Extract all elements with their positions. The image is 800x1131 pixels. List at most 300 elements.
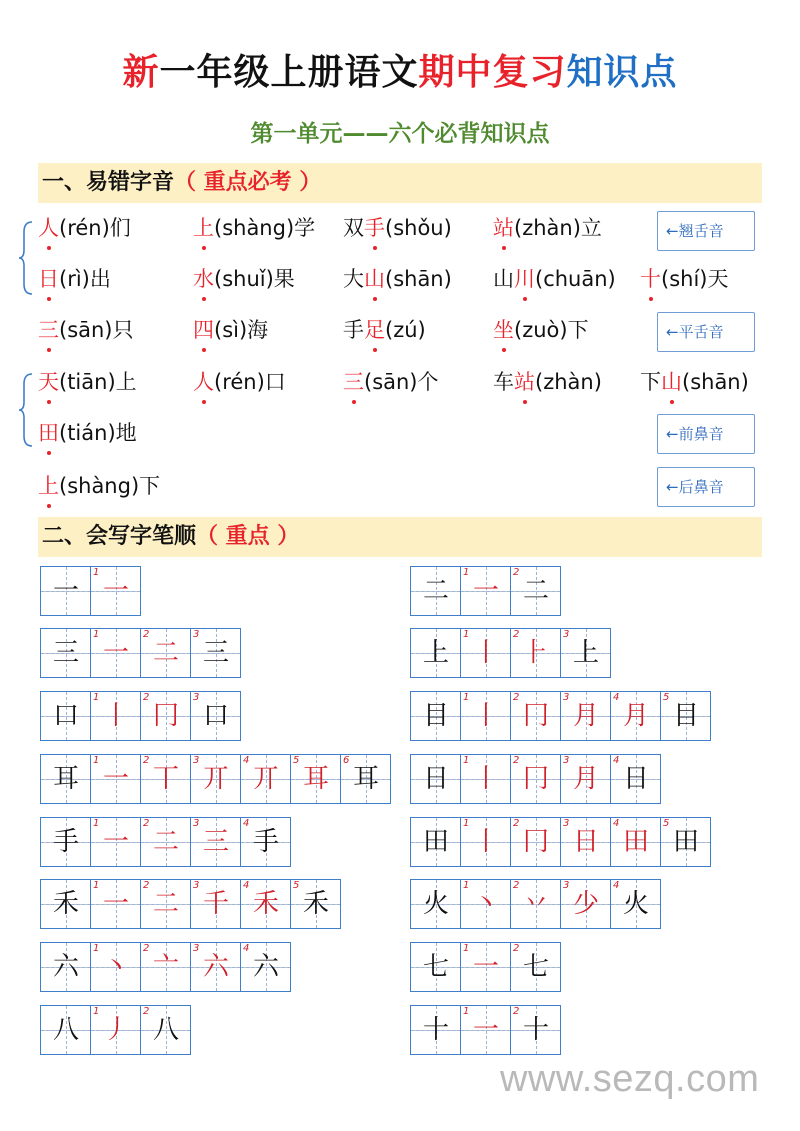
stroke-step-character: 一 bbox=[472, 1015, 499, 1045]
stroke-number: 3 bbox=[193, 755, 200, 766]
target-character: 禾 bbox=[302, 889, 329, 919]
target-character: 上 bbox=[38, 468, 59, 504]
target-character: 上 bbox=[193, 210, 214, 246]
grid-cell bbox=[411, 566, 461, 616]
target-character: 足 bbox=[364, 312, 385, 348]
stroke-order-right-row bbox=[410, 566, 561, 616]
grid-cell bbox=[191, 628, 241, 678]
stroke-step-character: 丨 bbox=[102, 701, 129, 731]
word-suffix: 只 bbox=[112, 318, 134, 342]
grid-cell bbox=[91, 566, 141, 616]
word-suffix: 学 bbox=[294, 216, 316, 240]
grid-cell bbox=[341, 754, 391, 804]
grid-cell bbox=[141, 691, 191, 741]
stroke-number: 2 bbox=[143, 629, 150, 640]
target-character: 六 bbox=[52, 952, 79, 982]
stroke-number: 3 bbox=[193, 818, 200, 829]
stroke-number: 2 bbox=[143, 1006, 150, 1017]
grid-cell bbox=[91, 817, 141, 867]
section-header-pronunciation bbox=[38, 163, 762, 203]
stroke-number: 1 bbox=[463, 880, 470, 891]
target-character: 田 bbox=[38, 415, 59, 451]
word-prefix: 车 bbox=[493, 370, 514, 394]
grid-cell bbox=[461, 566, 511, 616]
stroke-number: 1 bbox=[93, 567, 100, 578]
pronunciation-item bbox=[493, 364, 602, 400]
target-character: 日 bbox=[622, 764, 649, 794]
grid-cell bbox=[141, 817, 191, 867]
stroke-number: 2 bbox=[513, 692, 520, 703]
target-character: 四 bbox=[193, 312, 214, 348]
grid-cell bbox=[611, 754, 661, 804]
target-character: 三 bbox=[52, 638, 79, 668]
word-suffix: 个 bbox=[417, 370, 439, 394]
stroke-number: 1 bbox=[93, 943, 100, 954]
target-character: 十 bbox=[522, 1015, 549, 1045]
target-character: 天 bbox=[38, 364, 59, 400]
stroke-number: 4 bbox=[243, 818, 250, 829]
stroke-number: 2 bbox=[513, 943, 520, 954]
grid-cell bbox=[41, 754, 91, 804]
word-suffix: 们 bbox=[109, 216, 131, 240]
target-character: 坐 bbox=[493, 312, 514, 348]
pinyin: (rì) bbox=[59, 267, 90, 291]
pinyin: (shí) bbox=[661, 267, 708, 291]
stroke-order-right-row bbox=[410, 1005, 561, 1055]
word-prefix: 手 bbox=[343, 318, 364, 342]
pronunciation-item bbox=[343, 261, 452, 297]
pronunciation-item bbox=[38, 312, 134, 348]
grid-cell bbox=[241, 879, 291, 929]
pinyin: (shàng) bbox=[59, 474, 140, 498]
grid-cell bbox=[41, 942, 91, 992]
word-prefix: 大 bbox=[343, 267, 364, 291]
pronunciation-item bbox=[193, 210, 315, 246]
grid-cell bbox=[91, 754, 141, 804]
grid-cell bbox=[411, 1005, 461, 1055]
grid-cell bbox=[291, 754, 341, 804]
target-character: 人 bbox=[38, 210, 59, 246]
stroke-step-character: 冂 bbox=[522, 764, 549, 794]
target-character: 田 bbox=[672, 827, 699, 857]
stroke-number: 5 bbox=[293, 755, 300, 766]
grid-cell bbox=[241, 754, 291, 804]
grid-cell bbox=[141, 754, 191, 804]
stroke-number: 3 bbox=[193, 629, 200, 640]
pinyin: (shàng) bbox=[214, 216, 295, 240]
stroke-number: 1 bbox=[463, 943, 470, 954]
word-suffix: 果 bbox=[273, 267, 295, 291]
stroke-order-left-row bbox=[40, 1005, 191, 1055]
pronunciation-item bbox=[38, 210, 131, 246]
grid-cell bbox=[661, 817, 711, 867]
target-character: 川 bbox=[514, 261, 535, 297]
title-part-knowledge: 知识点 bbox=[566, 52, 678, 93]
section-header-stroke-order bbox=[38, 517, 762, 557]
stroke-number: 1 bbox=[463, 755, 470, 766]
stroke-step-character: 丨 bbox=[472, 827, 499, 857]
pinyin: (shuǐ) bbox=[214, 267, 274, 291]
grid-cell bbox=[511, 566, 561, 616]
pinyin: (zhàn) bbox=[535, 370, 602, 394]
grid-cell bbox=[191, 754, 241, 804]
grid-cell bbox=[461, 754, 511, 804]
section-emphasis: （ 重点必考 ） bbox=[174, 170, 322, 195]
stroke-number: 1 bbox=[93, 818, 100, 829]
stroke-number: 3 bbox=[563, 818, 570, 829]
grid-cell bbox=[561, 817, 611, 867]
grid-cell bbox=[611, 879, 661, 929]
pinyin: (sì) bbox=[214, 318, 248, 342]
stroke-order-right-row bbox=[410, 754, 661, 804]
target-character: 八 bbox=[52, 1015, 79, 1045]
target-character: 田 bbox=[422, 827, 449, 857]
target-character: 十 bbox=[640, 261, 661, 297]
word-suffix: 口 bbox=[264, 370, 286, 394]
stroke-order-left-row bbox=[40, 879, 341, 929]
stroke-number: 6 bbox=[343, 755, 350, 766]
title-part-new: 新 bbox=[122, 52, 160, 93]
stroke-number: 1 bbox=[463, 567, 470, 578]
stroke-number: 1 bbox=[93, 880, 100, 891]
grid-cell bbox=[461, 879, 511, 929]
grid-cell bbox=[561, 691, 611, 741]
pronunciation-item bbox=[640, 261, 728, 297]
stroke-number: 2 bbox=[143, 818, 150, 829]
stroke-number: 3 bbox=[563, 692, 570, 703]
word-suffix: 海 bbox=[247, 318, 269, 342]
pronunciation-item bbox=[493, 261, 616, 297]
target-character: 十 bbox=[422, 1015, 449, 1045]
pinyin: (zuò) bbox=[514, 318, 568, 342]
stroke-number: 3 bbox=[193, 880, 200, 891]
stroke-step-character: 冂 bbox=[152, 701, 179, 731]
stroke-number: 1 bbox=[463, 692, 470, 703]
grid-cell bbox=[461, 1005, 511, 1055]
stroke-number: 5 bbox=[663, 818, 670, 829]
stroke-step-character: 丅 bbox=[152, 764, 179, 794]
pronunciation-item bbox=[193, 312, 268, 348]
tag-front-nasal: ←前鼻音 bbox=[657, 414, 755, 454]
pinyin: (tiān) bbox=[59, 370, 116, 394]
stroke-step-character: 耳 bbox=[302, 764, 329, 794]
target-character: 上 bbox=[572, 638, 599, 668]
stroke-step-character: 禾 bbox=[252, 889, 279, 919]
target-character: 七 bbox=[522, 952, 549, 982]
target-character: 七 bbox=[422, 952, 449, 982]
stroke-step-character: 冂 bbox=[522, 701, 549, 731]
stroke-number: 1 bbox=[463, 818, 470, 829]
grid-cell bbox=[241, 817, 291, 867]
stroke-number: 4 bbox=[243, 943, 250, 954]
stroke-step-character: ⺊ bbox=[522, 638, 549, 668]
stroke-number: 2 bbox=[513, 1006, 520, 1017]
stroke-order-left-row bbox=[40, 942, 291, 992]
grid-cell bbox=[91, 628, 141, 678]
grid-cell bbox=[611, 691, 661, 741]
stroke-step-character: 三 bbox=[202, 827, 229, 857]
pinyin: (shān) bbox=[385, 267, 452, 291]
grid-cell bbox=[291, 879, 341, 929]
tag-flat-tongue: ←平舌音 bbox=[657, 312, 755, 352]
word-suffix: 天 bbox=[707, 267, 729, 291]
stroke-step-character: 丶 bbox=[472, 889, 499, 919]
target-character: 口 bbox=[202, 701, 229, 731]
pinyin: (sān) bbox=[364, 370, 418, 394]
brace-icon bbox=[18, 372, 34, 448]
grid-cell bbox=[91, 942, 141, 992]
target-character: 六 bbox=[252, 952, 279, 982]
grid-cell bbox=[461, 628, 511, 678]
grid-cell bbox=[41, 1005, 91, 1055]
target-character: 三 bbox=[202, 638, 229, 668]
grid-cell bbox=[241, 942, 291, 992]
stroke-step-character: 月 bbox=[622, 701, 649, 731]
grid-cell bbox=[411, 628, 461, 678]
stroke-step-character: 田 bbox=[622, 827, 649, 857]
target-character: 水 bbox=[193, 261, 214, 297]
target-character: 上 bbox=[422, 638, 449, 668]
pronunciation-item bbox=[343, 210, 452, 246]
word-prefix: 山 bbox=[493, 267, 514, 291]
stroke-order-left-row bbox=[40, 691, 241, 741]
pinyin: (rén) bbox=[214, 370, 265, 394]
stroke-step-character: 丨 bbox=[472, 701, 499, 731]
stroke-step-character: 二 bbox=[152, 638, 179, 668]
title-part-grade: 一年级上册语文 bbox=[159, 52, 419, 93]
grid-cell bbox=[511, 754, 561, 804]
stroke-step-character: 丷 bbox=[522, 889, 549, 919]
target-character: 山 bbox=[661, 364, 682, 400]
target-character: 目 bbox=[422, 701, 449, 731]
pinyin: (zhàn) bbox=[514, 216, 581, 240]
target-character: 站 bbox=[514, 364, 535, 400]
word-prefix: 下 bbox=[640, 370, 661, 394]
stroke-number: 1 bbox=[93, 755, 100, 766]
stroke-number: 5 bbox=[293, 880, 300, 891]
stroke-number: 5 bbox=[663, 692, 670, 703]
grid-cell bbox=[411, 942, 461, 992]
stroke-step-character: 六 bbox=[202, 952, 229, 982]
grid-cell bbox=[411, 817, 461, 867]
target-character: 目 bbox=[672, 701, 699, 731]
word-suffix: 地 bbox=[115, 421, 137, 445]
stroke-step-character: 一 bbox=[102, 638, 129, 668]
grid-cell bbox=[511, 1005, 561, 1055]
grid-cell bbox=[141, 1005, 191, 1055]
target-character: 口 bbox=[52, 701, 79, 731]
grid-cell bbox=[191, 942, 241, 992]
stroke-step-character: 冂 bbox=[522, 827, 549, 857]
grid-cell bbox=[191, 879, 241, 929]
pinyin: (zú) bbox=[385, 318, 426, 342]
target-character: 耳 bbox=[52, 764, 79, 794]
target-character: 八 bbox=[152, 1015, 179, 1045]
stroke-step-character: 一 bbox=[102, 576, 129, 606]
stroke-order-left-row bbox=[40, 754, 391, 804]
pronunciation-row bbox=[38, 261, 778, 301]
target-character: 一 bbox=[52, 576, 79, 606]
grid-cell bbox=[411, 754, 461, 804]
word-prefix: 双 bbox=[343, 216, 364, 240]
pronunciation-item bbox=[640, 364, 749, 400]
stroke-step-character: 丌 bbox=[202, 764, 229, 794]
pronunciation-item bbox=[38, 261, 111, 297]
stroke-step-character: 月 bbox=[572, 701, 599, 731]
pronunciation-row bbox=[38, 364, 778, 404]
stroke-order-right-row bbox=[410, 942, 561, 992]
stroke-number: 4 bbox=[613, 692, 620, 703]
grid-cell bbox=[511, 817, 561, 867]
page-title bbox=[0, 44, 800, 95]
grid-cell bbox=[511, 628, 561, 678]
stroke-step-character: 二 bbox=[152, 889, 179, 919]
grid-cell bbox=[611, 817, 661, 867]
pinyin: (sān) bbox=[59, 318, 113, 342]
stroke-step-character: 丶 bbox=[102, 952, 129, 982]
stroke-number: 2 bbox=[513, 755, 520, 766]
grid-cell bbox=[561, 879, 611, 929]
stroke-number: 1 bbox=[93, 1006, 100, 1017]
stroke-step-character: 一 bbox=[472, 576, 499, 606]
stroke-number: 3 bbox=[563, 880, 570, 891]
stroke-number: 2 bbox=[143, 943, 150, 954]
grid-cell bbox=[511, 691, 561, 741]
word-suffix: 下 bbox=[139, 474, 161, 498]
pinyin: (rén) bbox=[59, 216, 110, 240]
pronunciation-item bbox=[343, 364, 439, 400]
target-character: 站 bbox=[493, 210, 514, 246]
pinyin: (shǒu) bbox=[385, 216, 452, 240]
stroke-order-right-row bbox=[410, 879, 661, 929]
target-character: 人 bbox=[193, 364, 214, 400]
stroke-order-right-row bbox=[410, 628, 611, 678]
stroke-step-character: 二 bbox=[152, 827, 179, 857]
grid-cell bbox=[141, 942, 191, 992]
stroke-number: 1 bbox=[463, 1006, 470, 1017]
stroke-number: 3 bbox=[193, 943, 200, 954]
stroke-step-character: 一 bbox=[102, 764, 129, 794]
target-character: 手 bbox=[364, 210, 385, 246]
pronunciation-item bbox=[38, 415, 137, 451]
target-character: 日 bbox=[422, 764, 449, 794]
stroke-order-right-row bbox=[410, 817, 711, 867]
section-emphasis: （ 重点 ） bbox=[196, 524, 300, 549]
stroke-order-right-row bbox=[410, 691, 711, 741]
stroke-number: 1 bbox=[93, 692, 100, 703]
stroke-step-character: 一 bbox=[102, 827, 129, 857]
pronunciation-item bbox=[38, 364, 137, 400]
stroke-number: 3 bbox=[563, 629, 570, 640]
grid-cell bbox=[561, 754, 611, 804]
word-suffix: 下 bbox=[567, 318, 589, 342]
grid-cell bbox=[561, 628, 611, 678]
grid-cell bbox=[91, 691, 141, 741]
stroke-step-character: 一 bbox=[102, 889, 129, 919]
stroke-number: 2 bbox=[143, 755, 150, 766]
pinyin: (tián) bbox=[59, 421, 116, 445]
target-character: 耳 bbox=[352, 764, 379, 794]
stroke-number: 2 bbox=[513, 880, 520, 891]
pronunciation-item bbox=[193, 261, 295, 297]
stroke-number: 1 bbox=[463, 629, 470, 640]
grid-cell bbox=[191, 817, 241, 867]
grid-cell bbox=[511, 879, 561, 929]
subtitle: 第一单元——六个必背知识点 bbox=[250, 121, 550, 147]
grid-cell bbox=[91, 1005, 141, 1055]
pinyin: (chuān) bbox=[535, 267, 616, 291]
stroke-step-character: 千 bbox=[202, 889, 229, 919]
tag-back-nasal: ←后鼻音 bbox=[657, 467, 755, 507]
pinyin: (shān) bbox=[682, 370, 749, 394]
grid-cell bbox=[141, 628, 191, 678]
target-character: 二 bbox=[422, 576, 449, 606]
grid-cell bbox=[461, 942, 511, 992]
grid-cell bbox=[461, 691, 511, 741]
target-character: 禾 bbox=[52, 889, 79, 919]
grid-cell bbox=[41, 628, 91, 678]
stroke-number: 4 bbox=[243, 755, 250, 766]
grid-cell bbox=[91, 879, 141, 929]
stroke-step-character: 少 bbox=[572, 889, 599, 919]
stroke-number: 4 bbox=[613, 818, 620, 829]
grid-cell bbox=[41, 566, 91, 616]
target-character: 日 bbox=[38, 261, 59, 297]
grid-cell bbox=[41, 879, 91, 929]
stroke-step-character: 丌 bbox=[252, 764, 279, 794]
stroke-number: 2 bbox=[143, 880, 150, 891]
grid-cell bbox=[191, 691, 241, 741]
target-character: 三 bbox=[343, 364, 364, 400]
tag-retroflex: ←翘舌音 bbox=[657, 211, 755, 251]
word-suffix: 上 bbox=[115, 370, 137, 394]
word-suffix: 出 bbox=[89, 267, 111, 291]
title-part-midterm: 期中复习 bbox=[418, 52, 567, 93]
target-character: 手 bbox=[52, 827, 79, 857]
stroke-order-left-row bbox=[40, 817, 291, 867]
stroke-step-character: 月 bbox=[572, 764, 599, 794]
stroke-number: 4 bbox=[243, 880, 250, 891]
word-suffix: 立 bbox=[580, 216, 602, 240]
grid-cell bbox=[411, 691, 461, 741]
target-character: 火 bbox=[422, 889, 449, 919]
target-character: 三 bbox=[38, 312, 59, 348]
stroke-step-character: 亠 bbox=[152, 952, 179, 982]
target-character: 山 bbox=[364, 261, 385, 297]
stroke-number: 4 bbox=[613, 880, 620, 891]
stroke-number: 2 bbox=[513, 629, 520, 640]
stroke-number: 3 bbox=[193, 692, 200, 703]
stroke-number: 4 bbox=[613, 755, 620, 766]
stroke-step-character: 日 bbox=[572, 827, 599, 857]
stroke-number: 2 bbox=[143, 692, 150, 703]
target-character: 手 bbox=[252, 827, 279, 857]
stroke-step-character: 丿 bbox=[102, 1015, 129, 1045]
grid-cell bbox=[661, 691, 711, 741]
stroke-step-character: 一 bbox=[472, 952, 499, 982]
pronunciation-item bbox=[193, 364, 286, 400]
pronunciation-item bbox=[343, 312, 426, 348]
stroke-order-left-row bbox=[40, 566, 141, 616]
pronunciation-item bbox=[493, 210, 602, 246]
pronunciation-item bbox=[493, 312, 589, 348]
stroke-number: 2 bbox=[513, 567, 520, 578]
pronunciation-item bbox=[38, 468, 160, 504]
grid-cell bbox=[41, 817, 91, 867]
target-character: 二 bbox=[522, 576, 549, 606]
stroke-order-left-row bbox=[40, 628, 241, 678]
grid-cell bbox=[41, 691, 91, 741]
